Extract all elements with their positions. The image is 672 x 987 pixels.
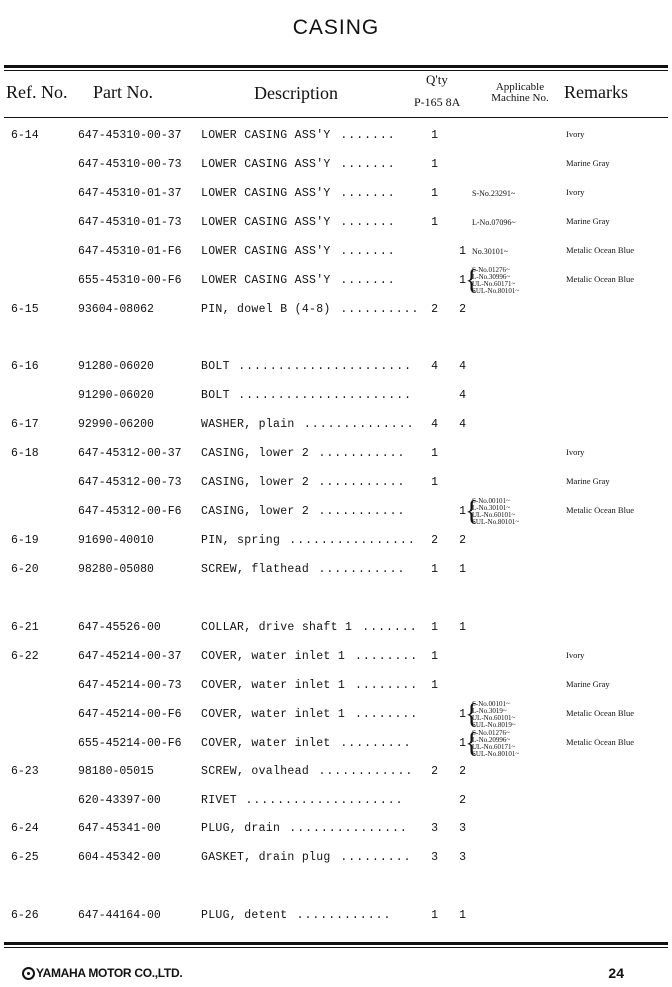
description-cell: COVER, water inlet 1 <box>201 708 346 721</box>
qty-model-cell: 1 <box>459 737 466 750</box>
qty-cell: 1 <box>431 476 438 489</box>
remarks-cell: Metalic Ocean Blue <box>566 245 634 255</box>
table-row <box>0 765 672 783</box>
table-row <box>0 418 672 436</box>
qty-cell: 1 <box>431 158 438 171</box>
machine-no-line: UL-No.60171~ <box>472 280 516 288</box>
qty-model-cell: 2 <box>459 534 466 547</box>
description-cell: SCREW, ovalhead <box>201 765 310 778</box>
table-row <box>0 129 672 147</box>
part-no-cell: 647-45310-00-37 <box>78 129 182 142</box>
machine-no-line: S-No.23291~ <box>472 189 516 198</box>
table-row <box>0 476 672 494</box>
table-row <box>0 245 672 263</box>
leader-dots: ......... <box>340 737 412 750</box>
table-row <box>0 216 672 234</box>
qty-model-cell: 1 <box>459 505 466 518</box>
page-number: 24 <box>608 965 624 981</box>
part-no-cell: 647-45341-00 <box>78 822 161 835</box>
description-cell: COLLAR, drive shaft 1 <box>201 621 353 634</box>
table-row <box>0 822 672 840</box>
footer-rule <box>4 942 668 945</box>
part-no-cell: 647-45310-01-73 <box>78 216 182 229</box>
table-row <box>0 158 672 176</box>
qty-cell: 4 <box>431 418 438 431</box>
company-logo <box>22 966 182 980</box>
qty-cell: 1 <box>431 187 438 200</box>
part-no-cell: 604-45342-00 <box>78 851 161 864</box>
qty-cell: 1 <box>431 216 438 229</box>
applicable-machine-cell <box>465 699 516 730</box>
remarks-cell: Metalic Ocean Blue <box>566 737 634 747</box>
remarks-cell: Marine Gray <box>566 158 610 168</box>
ref-no-cell: 6-24 <box>11 822 39 835</box>
remarks-cell: Metalic Ocean Blue <box>566 708 634 718</box>
leader-dots: ....... <box>340 274 396 287</box>
header-top-rule-thin <box>4 70 668 71</box>
yamaha-logo-icon <box>22 967 35 980</box>
leader-dots: ....... <box>340 129 396 142</box>
leader-dots: .................... <box>245 794 404 807</box>
brace-icon: { <box>465 699 479 730</box>
qty-model-cell: 1 <box>459 708 466 721</box>
leader-dots: ....... <box>340 216 396 229</box>
table-row <box>0 496 672 527</box>
description-cell: COVER, water inlet 1 <box>201 679 346 692</box>
part-no-cell: 647-45312-00-F6 <box>78 505 182 518</box>
qty-model-cell: 4 <box>459 360 466 373</box>
leader-dots: ........... <box>318 505 406 518</box>
table-row <box>0 679 672 697</box>
description-cell: CASING, lower 2 <box>201 476 310 489</box>
remarks-cell: Marine Gray <box>566 476 610 486</box>
table-row <box>0 563 672 581</box>
remarks-cell: Metalic Ocean Blue <box>566 274 634 284</box>
remarks-cell: Metalic Ocean Blue <box>566 505 634 515</box>
header-qty: Q'ty <box>426 72 448 87</box>
header-top-rule <box>4 65 668 68</box>
machine-no-line: No.30101~ <box>472 247 509 256</box>
ref-no-cell: 6-17 <box>11 418 39 431</box>
ref-no-cell: 6-21 <box>11 621 39 634</box>
description-cell: COVER, water inlet <box>201 737 331 750</box>
leader-dots: ...................... <box>238 389 413 402</box>
description-cell: WASHER, plain <box>201 418 295 431</box>
description-cell: PLUG, drain <box>201 822 281 835</box>
qty-cell: 1 <box>431 563 438 576</box>
brace-icon: { <box>465 265 479 296</box>
leader-dots: ....... <box>340 158 396 171</box>
part-no-cell: 91290-06020 <box>78 389 154 402</box>
table-row <box>0 534 672 552</box>
table-row <box>0 360 672 378</box>
description-cell: LOWER CASING ASS'Y <box>201 216 331 229</box>
description-cell: RIVET <box>201 794 238 807</box>
part-no-cell: 655-45214-00-F6 <box>78 737 182 750</box>
description-cell: CASING, lower 2 <box>201 447 310 460</box>
qty-cell: 1 <box>431 650 438 663</box>
qty-model-cell: 1 <box>459 563 466 576</box>
header-part-no: Part No. <box>93 82 153 102</box>
table-row <box>0 265 672 296</box>
qty-cell: 1 <box>431 621 438 634</box>
description-cell: LOWER CASING ASS'Y <box>201 129 331 142</box>
applicable-machine-cell <box>465 496 520 527</box>
header-applicable <box>482 82 558 104</box>
qty-model-cell: 1 <box>459 909 466 922</box>
company-name: YAMAHA MOTOR CO.,LTD. <box>36 966 183 980</box>
footer-rule-thin <box>4 947 668 948</box>
part-no-cell: 647-45310-01-37 <box>78 187 182 200</box>
ref-no-cell: 6-23 <box>11 765 39 778</box>
machine-no-line: L-No.30101~ <box>472 504 511 512</box>
table-row <box>0 699 672 730</box>
part-no-cell: 647-45214-00-73 <box>78 679 182 692</box>
description-cell: CASING, lower 2 <box>201 505 310 518</box>
part-no-cell: 91690-40010 <box>78 534 154 547</box>
header-ref-no: Ref. No. <box>6 82 68 102</box>
description-cell: COVER, water inlet 1 <box>201 650 346 663</box>
page-title: CASING <box>292 16 380 39</box>
remarks-cell: Ivory <box>566 447 585 457</box>
table-row <box>0 650 672 668</box>
machine-no-line: S-No.00101~ <box>472 700 510 708</box>
machine-no-line: SUL-No.80101~ <box>472 287 520 295</box>
part-no-cell: 647-45310-00-73 <box>78 158 182 171</box>
description-cell: BOLT <box>201 389 230 402</box>
leader-dots: ........... <box>318 447 406 460</box>
machine-no-line: SUL-No.8019~ <box>472 721 516 729</box>
table-row <box>0 447 672 465</box>
machine-no-line: SUL-No.80101~ <box>472 750 520 758</box>
ref-no-cell: 6-18 <box>11 447 39 460</box>
machine-no-line: UL-No.60101~ <box>472 511 516 519</box>
description-cell: GASKET, drain plug <box>201 851 331 864</box>
remarks-cell: Ivory <box>566 187 585 197</box>
machine-no-line: S-No.00101~ <box>472 497 510 505</box>
qty-model-cell: 2 <box>459 765 466 778</box>
header-applicable-line1: Applicable <box>495 81 545 93</box>
part-no-cell: 620-43397-00 <box>78 794 161 807</box>
description-cell: LOWER CASING ASS'Y <box>201 274 331 287</box>
qty-model-cell: 1 <box>459 245 466 258</box>
qty-cell: 1 <box>431 679 438 692</box>
part-no-cell: 93604-08062 <box>78 303 154 316</box>
table-row <box>0 794 672 812</box>
brace-icon: { <box>465 496 479 527</box>
qty-cell: 4 <box>431 360 438 373</box>
part-no-cell: 647-45214-00-37 <box>78 650 182 663</box>
leader-dots: .......... <box>340 303 420 316</box>
qty-model-cell: 3 <box>459 822 466 835</box>
table-row <box>0 909 672 927</box>
header-description: Description <box>254 83 338 103</box>
machine-no-line: S-No.01276~ <box>472 729 510 737</box>
ref-no-cell: 6-22 <box>11 650 39 663</box>
machine-no-line: UL-No.60101~ <box>472 714 516 722</box>
part-no-cell: 647-45310-01-F6 <box>78 245 182 258</box>
applicable-machine-cell <box>465 265 520 296</box>
leader-dots: ....... <box>340 245 396 258</box>
qty-model-cell: 2 <box>459 303 466 316</box>
description-cell: PLUG, detent <box>201 909 288 922</box>
remarks-cell: Ivory <box>566 650 585 660</box>
leader-dots: .............. <box>303 418 415 431</box>
applicable-machine-cell <box>465 728 520 759</box>
description-cell: PIN, spring <box>201 534 281 547</box>
leader-dots: ....... <box>362 621 418 634</box>
remarks-cell: Marine Gray <box>566 679 610 689</box>
qty-cell: 3 <box>431 851 438 864</box>
qty-cell: 2 <box>431 765 438 778</box>
part-no-cell: 98280-05080 <box>78 563 154 576</box>
part-no-cell: 647-45312-00-37 <box>78 447 182 460</box>
table-row <box>0 728 672 759</box>
part-no-cell: 647-44164-00 <box>78 909 161 922</box>
remarks-cell: Marine Gray <box>566 216 610 226</box>
qty-cell: 1 <box>431 129 438 142</box>
leader-dots: ......... <box>340 851 412 864</box>
description-cell: SCREW, flathead <box>201 563 310 576</box>
part-no-cell: 92990-06200 <box>78 418 154 431</box>
qty-cell: 1 <box>431 909 438 922</box>
header-remarks: Remarks <box>564 82 628 102</box>
qty-model-cell: 2 <box>459 794 466 807</box>
table-row <box>0 303 672 321</box>
ref-no-cell: 6-25 <box>11 851 39 864</box>
applicable-machine-cell <box>472 219 516 226</box>
leader-dots: ............ <box>318 765 414 778</box>
qty-cell: 1 <box>431 447 438 460</box>
leader-dots: ........... <box>318 476 406 489</box>
header-applicable-line2: Machine No. <box>491 92 549 104</box>
leader-dots: ....... <box>340 187 396 200</box>
machine-no-line: L-No.3019~ <box>472 707 507 715</box>
table-row <box>0 187 672 205</box>
leader-dots: ........ <box>355 708 419 721</box>
part-no-cell: 91280-06020 <box>78 360 154 373</box>
part-no-cell: 647-45214-00-F6 <box>78 708 182 721</box>
machine-no-line: L-No.07096~ <box>472 218 516 227</box>
part-no-cell: 647-45526-00 <box>78 621 161 634</box>
leader-dots: ...................... <box>238 360 413 373</box>
qty-model-cell: 1 <box>459 274 466 287</box>
leader-dots: ............... <box>289 822 408 835</box>
machine-no-line: S-No.01276~ <box>472 266 510 274</box>
description-cell: BOLT <box>201 360 230 373</box>
qty-model-cell: 1 <box>459 621 466 634</box>
ref-no-cell: 6-20 <box>11 563 39 576</box>
applicable-machine-cell <box>472 190 515 197</box>
description-cell: PIN, dowel B (4-8) <box>201 303 331 316</box>
leader-dots: ........ <box>355 650 419 663</box>
header-bottom-rule <box>4 117 668 118</box>
leader-dots: ............ <box>296 909 392 922</box>
qty-cell: 3 <box>431 822 438 835</box>
description-cell: LOWER CASING ASS'Y <box>201 158 331 171</box>
brace-icon: { <box>465 728 479 759</box>
part-no-cell: 647-45312-00-73 <box>78 476 182 489</box>
qty-cell: 2 <box>431 534 438 547</box>
ref-no-cell: 6-26 <box>11 909 39 922</box>
table-row <box>0 389 672 407</box>
part-no-cell: 98180-05015 <box>78 765 154 778</box>
machine-no-line: UL-No.60171~ <box>472 743 516 751</box>
table-row <box>0 621 672 639</box>
qty-model-cell: 4 <box>459 389 466 402</box>
qty-model-cell: 3 <box>459 851 466 864</box>
leader-dots: ........... <box>318 563 406 576</box>
qty-model-cell: 4 <box>459 418 466 431</box>
machine-no-line: L-No.30996~ <box>472 273 511 281</box>
table-row <box>0 851 672 869</box>
part-no-cell: 655-45310-00-F6 <box>78 274 182 287</box>
ref-no-cell: 6-15 <box>11 303 39 316</box>
remarks-cell: Ivory <box>566 129 585 139</box>
description-cell: LOWER CASING ASS'Y <box>201 245 331 258</box>
ref-no-cell: 6-14 <box>11 129 39 142</box>
ref-no-cell: 6-16 <box>11 360 39 373</box>
header-model: P-165 8A <box>414 95 461 109</box>
applicable-machine-cell <box>472 248 508 255</box>
leader-dots: ................ <box>289 534 416 547</box>
leader-dots: ........ <box>355 679 419 692</box>
machine-no-line: SUL-No.80101~ <box>472 518 520 526</box>
description-cell: LOWER CASING ASS'Y <box>201 187 331 200</box>
machine-no-line: L-No.20996~ <box>472 736 511 744</box>
qty-cell: 2 <box>431 303 438 316</box>
ref-no-cell: 6-19 <box>11 534 39 547</box>
